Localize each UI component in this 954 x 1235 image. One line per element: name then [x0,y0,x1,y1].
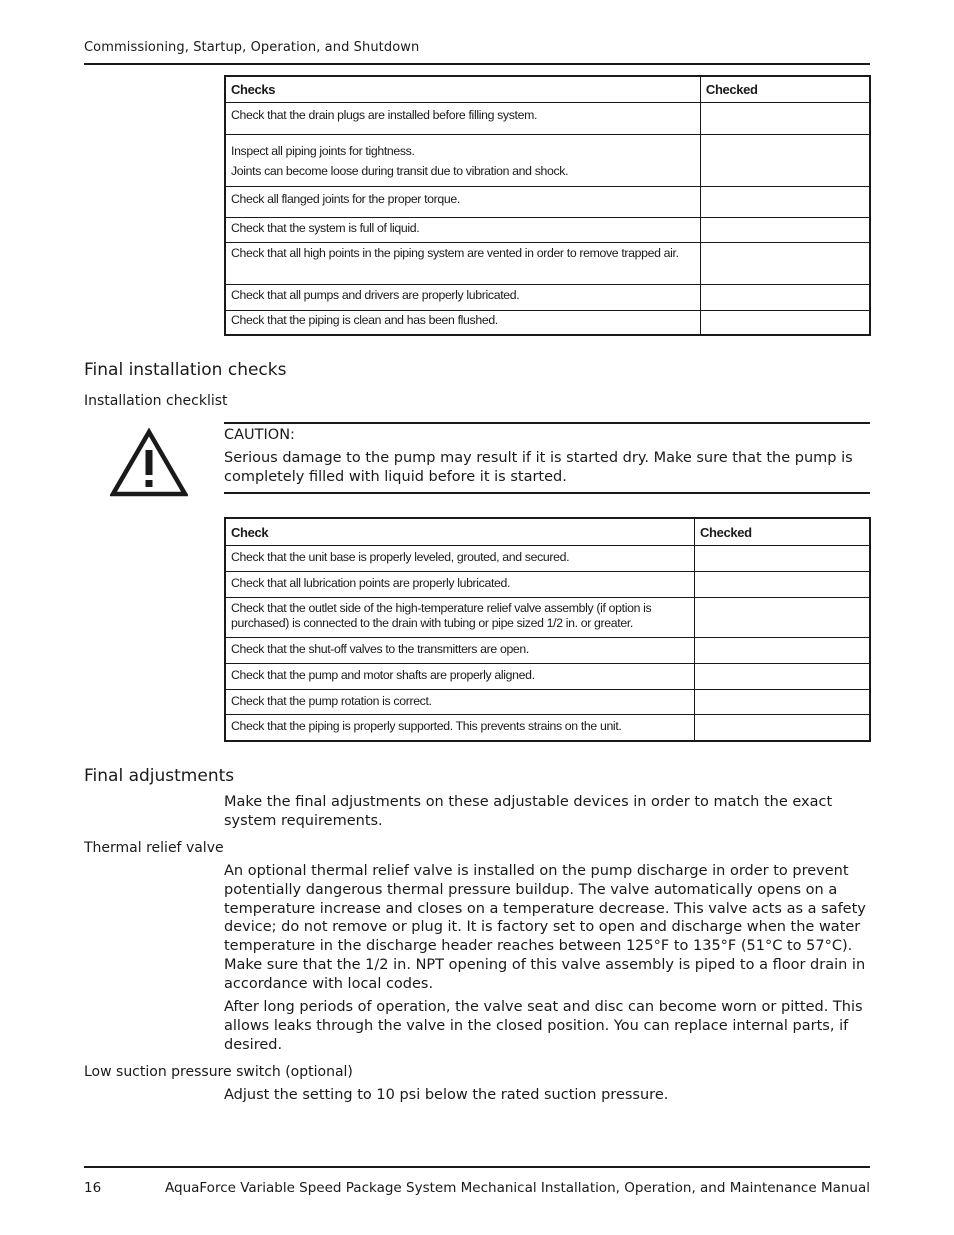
checked-cell[interactable] [694,598,870,638]
column-header-checked: Checked [694,518,870,546]
checked-cell[interactable] [700,285,870,311]
table-row [225,187,870,218]
checked-cell[interactable] [694,572,870,598]
caution-notice [224,422,870,494]
check-text: Check that the pump rotation is correct. [225,690,694,715]
caution-text: Serious damage to the pump may result if it is started dry. Make sure that the pump is completely filled with liquid before it is started. [224,450,853,485]
table-row [225,690,870,715]
manual-title: AquaForce Variable Speed Package System Mechanical Installation, Operation, and Maintenance Manual [165,1180,870,1196]
checked-cell[interactable] [694,690,870,715]
header-rule [84,63,870,65]
check-text [225,135,700,187]
table-row [225,103,870,135]
check-text: Check that all pumps and drivers are properly lubricated. [225,285,700,311]
table-row [225,572,870,598]
table-row [225,285,870,311]
check-text: Check that the system is full of liquid. [225,218,700,243]
column-header-checks: Checks [225,76,700,103]
table-header-row [225,518,870,546]
checked-cell[interactable] [700,135,870,187]
table-row [225,715,870,741]
subsection-title-thermal-relief-valve: Thermal relief valve [84,840,224,856]
checked-cell[interactable] [700,187,870,218]
section-title-final-adjustments: Final adjustments [84,766,235,786]
table-header-row [225,76,870,103]
caution-label: CAUTION: [224,427,295,443]
column-header-check: Check [225,518,694,546]
check-text: Check that all lubrication points are properly lubricated. [225,572,694,598]
check-text: Check that the unit base is properly leveled, grouted, and secured. [225,546,694,572]
checked-cell[interactable] [694,546,870,572]
thermal-relief-paragraph-2: After long periods of operation, the valve seat and disc can become worn or pitted. This allows leaks through the valve in the closed position. You can replace internal parts, if desired. [224,999,863,1053]
checked-cell[interactable] [694,664,870,690]
check-text: Check that all high points in the piping system are vented in order to remove trapped air. [225,243,700,285]
piping-checks-table [224,75,871,336]
checked-cell[interactable] [700,311,870,335]
table-row [225,243,870,285]
section-title-final-installation: Final installation checks [84,360,287,380]
subsection-title-low-suction: Low suction pressure switch (optional) [84,1064,353,1080]
low-suction-text: Adjust the setting to 10 psi below the rated suction pressure. [224,1087,669,1103]
footer-rule [84,1166,870,1168]
checked-cell[interactable] [700,243,870,285]
caution-top-rule [224,422,870,424]
check-text: Check that the pump and motor shafts are properly aligned. [225,664,694,690]
installation-checklist-table [224,517,871,742]
checked-cell[interactable] [700,103,870,135]
table-row [225,598,870,638]
caution-bottom-rule [224,492,870,494]
check-text-line: Joints can become loose during transit due to vibration and shock. [231,164,569,178]
table-row [225,135,870,187]
check-text: Check that the piping is properly supported. This prevents strains on the unit. [225,715,694,741]
final-adjustments-intro: Make the final adjustments on these adjustable devices in order to match the exact system requirements. [224,794,833,829]
table-row [225,311,870,335]
running-header: Commissioning, Startup, Operation, and Shutdown [84,40,420,55]
check-text: Check all flanged joints for the proper torque. [225,187,700,218]
table-row [225,218,870,243]
table-row [225,664,870,690]
checked-cell[interactable] [694,715,870,741]
thermal-relief-paragraph-1: An optional thermal relief valve is installed on the pump discharge in order to prevent potentially dangerous thermal pressure buildup. The valve automatically opens on a temperature increase and closes on a temperature decrease. This valve acts as a safety device; do not remove or plug it. It is factory set to open and discharge when the water temperature in the discharge header reaches between 125°F to 135°F (51°C to 57°C). Make sure that the 1/2 in. NPT opening of this valve assembly is piped to a floor drain in accordance with local codes. [224,863,866,992]
subsection-title-installation-checklist: Installation checklist [84,393,228,409]
checked-cell[interactable] [700,218,870,243]
page-number: 16 [84,1180,102,1196]
table-row [225,638,870,664]
column-header-checked: Checked [700,76,870,103]
warning-triangle-icon [110,428,188,498]
checked-cell[interactable] [694,638,870,664]
check-text: Check that the piping is clean and has been flushed. [225,311,700,335]
check-text: Check that the outlet side of the high-temperature relief valve assembly (if option is purchased) is connected to the drain with tubing or pipe sized 1/2 in. or greater. [225,598,694,638]
check-text: Check that the drain plugs are installed before filling system. [225,103,700,135]
check-text: Check that the shut-off valves to the transmitters are open. [225,638,694,664]
check-text-line: Inspect all piping joints for tightness. [231,144,415,158]
table-row [225,546,870,572]
